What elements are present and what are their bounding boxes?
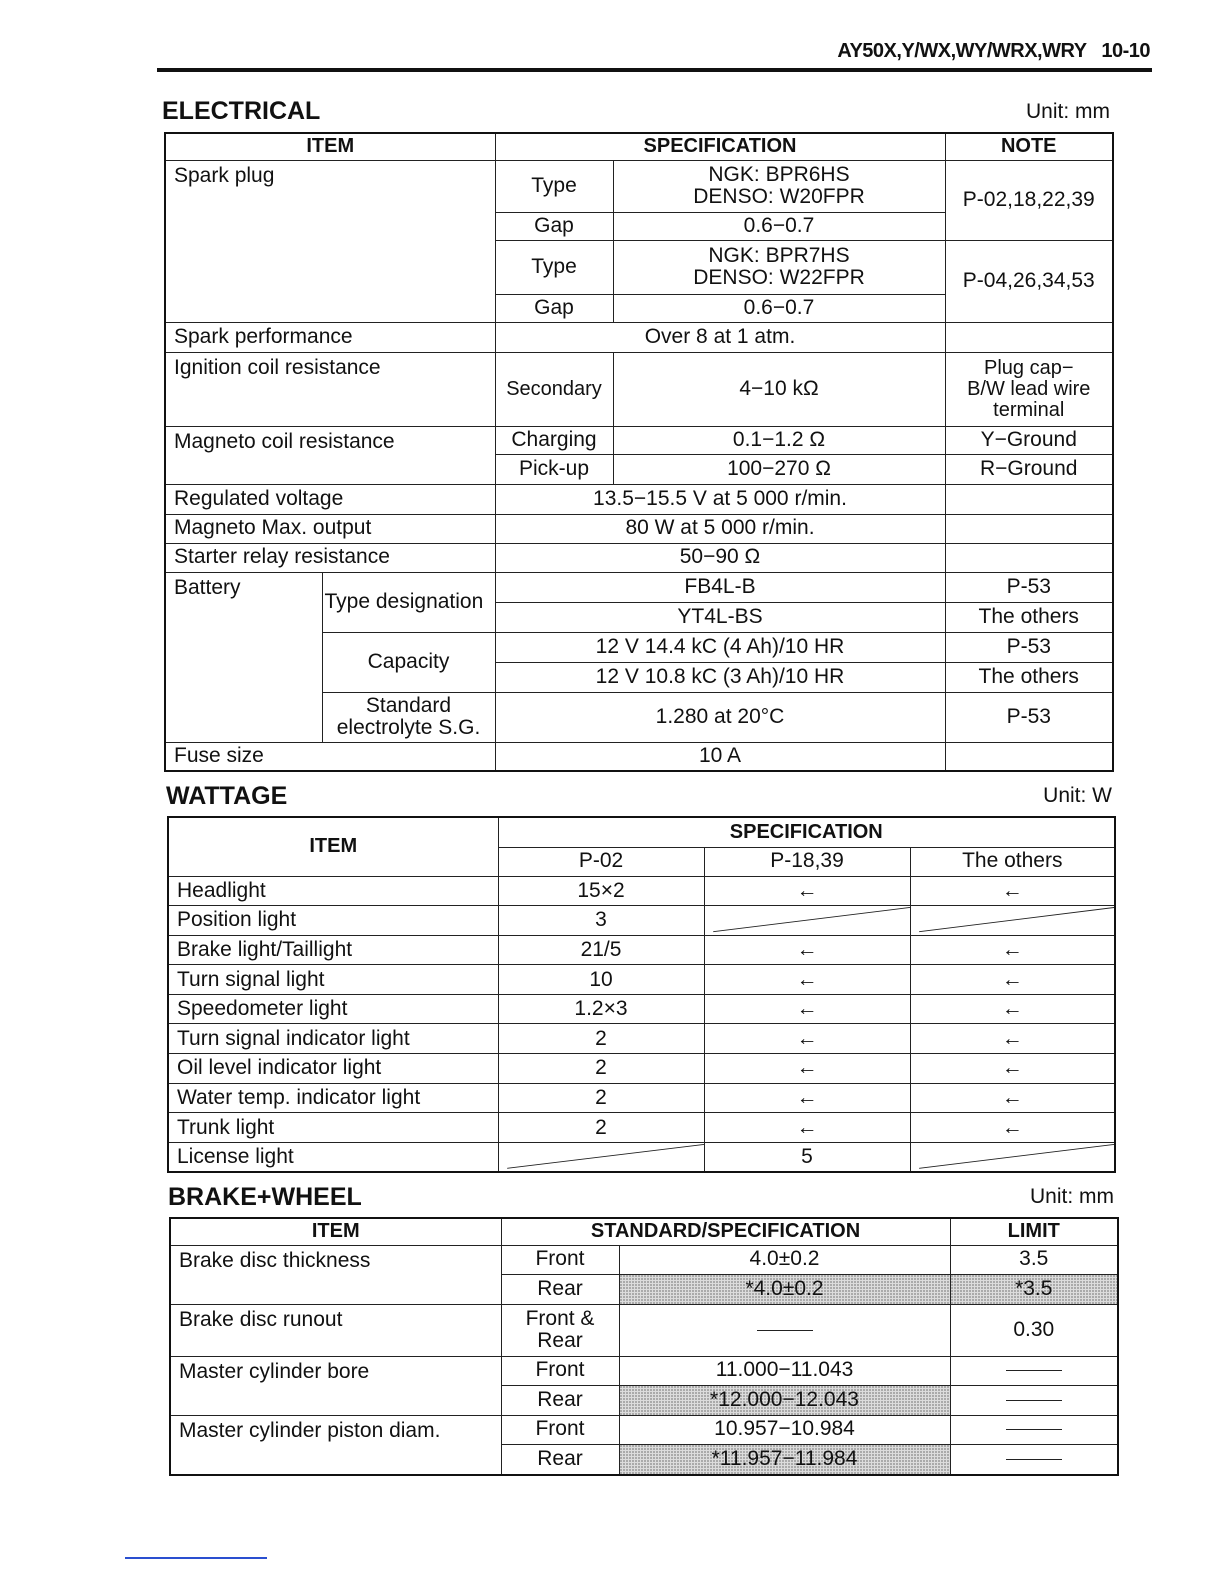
wattage-value: 2 bbox=[498, 1083, 704, 1113]
battery-capacity1-note: P-53 bbox=[945, 632, 1113, 662]
disc-thickness-rear-limit: *3.5 bbox=[950, 1274, 1118, 1304]
wattage-value: 1.2×3 bbox=[498, 994, 704, 1024]
brake-wheel-table bbox=[169, 1217, 1119, 1476]
spark-plug-type2-value: NGK: BPR7HS DENSO: W22FPR bbox=[613, 240, 945, 294]
magneto-pickup-note: R−Ground bbox=[945, 454, 1113, 484]
wattage-row bbox=[168, 1024, 1115, 1054]
wattage-item: Speedometer light bbox=[168, 994, 498, 1024]
wattage-value: ← bbox=[910, 935, 1115, 965]
master-bore-front-value: 11.000−11.043 bbox=[619, 1356, 950, 1385]
wattage-value: 2 bbox=[498, 1024, 704, 1054]
wattage-row bbox=[168, 994, 1115, 1024]
not-applicable-cell bbox=[704, 906, 910, 936]
wattage-table bbox=[167, 816, 1116, 1173]
wattage-header-spec: SPECIFICATION bbox=[498, 817, 1115, 847]
battery-type2: YT4L-BS bbox=[495, 602, 945, 632]
not-applicable-cell bbox=[498, 1142, 704, 1172]
ignition-coil-secondary: Secondary bbox=[495, 352, 613, 426]
magneto-coil-label: Magneto coil resistance bbox=[165, 426, 495, 484]
disc-runout-limit: 0.30 bbox=[950, 1304, 1118, 1356]
wattage-item: Turn signal indicator light bbox=[168, 1024, 498, 1054]
ignition-coil-label: Ignition coil resistance bbox=[165, 352, 495, 426]
disc-runout-sub: Front & Rear bbox=[501, 1304, 619, 1356]
diagonal-slash-icon bbox=[705, 906, 910, 935]
fuse-size-value: 10 A bbox=[495, 742, 945, 771]
magneto-max-label: Magneto Max. output bbox=[165, 514, 495, 543]
brake-wheel-title: BRAKE+WHEEL bbox=[168, 1183, 362, 1211]
electrical-table bbox=[164, 132, 1114, 772]
wattage-row bbox=[168, 965, 1115, 995]
magneto-charging-value: 0.1−1.2 Ω bbox=[613, 426, 945, 454]
wattage-header-p1839: P-18,39 bbox=[704, 847, 910, 876]
battery-label: Battery bbox=[165, 572, 322, 742]
wattage-value: 21/5 bbox=[498, 935, 704, 965]
battery-type1-note: P-53 bbox=[945, 572, 1113, 602]
empty-dash bbox=[1006, 1459, 1062, 1460]
wattage-value: ← bbox=[704, 1083, 910, 1113]
wattage-item: Trunk light bbox=[168, 1113, 498, 1143]
wattage-value: ← bbox=[910, 1054, 1115, 1084]
battery-type-designation: Type designation bbox=[322, 572, 495, 632]
starter-relay-label: Starter relay resistance bbox=[165, 543, 495, 572]
wattage-value: ← bbox=[704, 1113, 910, 1143]
disc-runout-label: Brake disc runout bbox=[170, 1304, 501, 1356]
disc-thickness-front-limit: 3.5 bbox=[950, 1245, 1118, 1274]
wattage-value: 15×2 bbox=[498, 876, 704, 906]
empty-dash bbox=[1006, 1400, 1062, 1401]
spark-plug-note1: P-02,18,22,39 bbox=[945, 160, 1113, 240]
empty-dash bbox=[757, 1330, 813, 1331]
wattage-value: ← bbox=[704, 1024, 910, 1054]
wattage-row bbox=[168, 1113, 1115, 1143]
brake-header-limit: LIMIT bbox=[950, 1218, 1118, 1245]
wattage-row bbox=[168, 1142, 1115, 1172]
wattage-value: 2 bbox=[498, 1113, 704, 1143]
brake-header-spec: STANDARD/SPECIFICATION bbox=[501, 1218, 950, 1245]
diagonal-slash-icon bbox=[911, 1143, 1115, 1171]
ignition-coil-value: 4−10 kΩ bbox=[613, 352, 945, 426]
wattage-header-p02: P-02 bbox=[498, 847, 704, 876]
wattage-unit: Unit: W bbox=[1043, 784, 1112, 807]
wattage-value: 10 bbox=[498, 965, 704, 995]
spark-performance-label: Spark performance bbox=[165, 322, 495, 352]
wattage-row bbox=[168, 935, 1115, 965]
master-piston-front-value: 10.957−10.984 bbox=[619, 1415, 950, 1444]
battery-capacity2: 12 V 10.8 kC (3 Ah)/10 HR bbox=[495, 662, 945, 692]
starter-relay-value: 50−90 Ω bbox=[495, 543, 945, 572]
spark-plug-type1-value: NGK: BPR6HS DENSO: W20FPR bbox=[613, 160, 945, 212]
brake-header-item: ITEM bbox=[170, 1218, 501, 1245]
electrical-header-spec: SPECIFICATION bbox=[495, 133, 945, 160]
battery-sg-label: Standard electrolyte S.G. bbox=[322, 692, 495, 742]
page-header bbox=[157, 40, 1152, 72]
wattage-value: ← bbox=[910, 994, 1115, 1024]
fuse-size-label: Fuse size bbox=[165, 742, 495, 771]
electrical-unit: Unit: mm bbox=[1026, 100, 1110, 123]
wattage-item: Turn signal light bbox=[168, 965, 498, 995]
not-applicable-cell bbox=[910, 1142, 1115, 1172]
battery-capacity-label: Capacity bbox=[322, 632, 495, 692]
spark-performance-value: Over 8 at 1 atm. bbox=[495, 322, 945, 352]
ignition-coil-note: Plug cap− B/W lead wire terminal bbox=[945, 352, 1113, 426]
magneto-pickup-label: Pick-up bbox=[495, 454, 613, 484]
magneto-pickup-value: 100−270 Ω bbox=[613, 454, 945, 484]
spark-plug-label: Spark plug bbox=[165, 160, 495, 322]
spark-plug-note2: P-04,26,34,53 bbox=[945, 240, 1113, 322]
wattage-item: License light bbox=[168, 1142, 498, 1172]
wattage-row bbox=[168, 876, 1115, 906]
model-page-number: AY50X,Y/WX,WY/WRX,WRY 10-10 bbox=[837, 40, 1150, 62]
disc-thickness-front-value: 4.0±0.2 bbox=[619, 1245, 950, 1274]
electrical-header-item: ITEM bbox=[165, 133, 495, 160]
wattage-item: Oil level indicator light bbox=[168, 1054, 498, 1084]
not-applicable-cell bbox=[910, 906, 1115, 936]
spark-plug-type1-label: Type bbox=[495, 160, 613, 212]
battery-sg-value: 1.280 at 20°C bbox=[495, 692, 945, 742]
wattage-title: WATTAGE bbox=[166, 782, 288, 810]
wattage-value: ← bbox=[910, 876, 1115, 906]
wattage-row bbox=[168, 906, 1115, 936]
wattage-value: ← bbox=[704, 965, 910, 995]
wattage-item: Position light bbox=[168, 906, 498, 936]
wattage-value: 3 bbox=[498, 906, 704, 936]
spark-plug-gap2-value: 0.6−0.7 bbox=[613, 294, 945, 322]
regulated-voltage-label: Regulated voltage bbox=[165, 484, 495, 514]
wattage-value: ← bbox=[910, 1024, 1115, 1054]
master-piston-rear-value: *11.957−11.984 bbox=[619, 1444, 950, 1475]
wattage-value: ← bbox=[704, 994, 910, 1024]
disc-thickness-rear: Rear bbox=[501, 1274, 619, 1304]
master-bore-rear: Rear bbox=[501, 1385, 619, 1415]
diagonal-slash-icon bbox=[911, 906, 1115, 935]
empty-dash bbox=[1006, 1370, 1062, 1371]
wattage-value: ← bbox=[910, 1113, 1115, 1143]
wattage-header-item: ITEM bbox=[168, 817, 498, 876]
master-piston-label: Master cylinder piston diam. bbox=[170, 1415, 501, 1475]
wattage-value: ← bbox=[704, 1054, 910, 1084]
wattage-value: 2 bbox=[498, 1054, 704, 1084]
electrical-header-note: NOTE bbox=[945, 133, 1113, 160]
brake-wheel-unit: Unit: mm bbox=[1030, 1185, 1114, 1208]
wattage-item: Brake light/Taillight bbox=[168, 935, 498, 965]
battery-capacity1: 12 V 14.4 kC (4 Ah)/10 HR bbox=[495, 632, 945, 662]
electrical-title: ELECTRICAL bbox=[162, 97, 321, 125]
wattage-value: ← bbox=[704, 876, 910, 906]
battery-type1: FB4L-B bbox=[495, 572, 945, 602]
master-bore-label: Master cylinder bore bbox=[170, 1356, 501, 1415]
magneto-max-value: 80 W at 5 000 r/min. bbox=[495, 514, 945, 543]
disc-thickness-rear-value: *4.0±0.2 bbox=[619, 1274, 950, 1304]
empty-dash bbox=[1006, 1429, 1062, 1430]
wattage-row bbox=[168, 1054, 1115, 1084]
spark-plug-gap2-label: Gap bbox=[495, 294, 613, 322]
spark-plug-type2-label: Type bbox=[495, 240, 613, 294]
wattage-item: Water temp. indicator light bbox=[168, 1083, 498, 1113]
wattage-value: ← bbox=[704, 935, 910, 965]
master-bore-front: Front bbox=[501, 1356, 619, 1385]
master-piston-front: Front bbox=[501, 1415, 619, 1444]
master-piston-front-limit bbox=[950, 1415, 1118, 1444]
master-bore-rear-limit bbox=[950, 1385, 1118, 1415]
footer-link-line bbox=[125, 1557, 267, 1559]
battery-type2-note: The others bbox=[945, 602, 1113, 632]
wattage-row bbox=[168, 1083, 1115, 1113]
disc-thickness-label: Brake disc thickness bbox=[170, 1245, 501, 1304]
magneto-charging-note: Y−Ground bbox=[945, 426, 1113, 454]
master-bore-front-limit bbox=[950, 1356, 1118, 1385]
master-bore-rear-value: *12.000−12.043 bbox=[619, 1385, 950, 1415]
regulated-voltage-value: 13.5−15.5 V at 5 000 r/min. bbox=[495, 484, 945, 514]
magneto-charging-label: Charging bbox=[495, 426, 613, 454]
wattage-value: 5 bbox=[704, 1142, 910, 1172]
wattage-item: Headlight bbox=[168, 876, 498, 906]
wattage-value: ← bbox=[910, 965, 1115, 995]
disc-thickness-front: Front bbox=[501, 1245, 619, 1274]
wattage-header-others: The others bbox=[910, 847, 1115, 876]
master-piston-rear-limit bbox=[950, 1444, 1118, 1475]
spark-plug-gap1-value: 0.6−0.7 bbox=[613, 212, 945, 240]
disc-runout-value bbox=[619, 1304, 950, 1356]
battery-sg-note: P-53 bbox=[945, 692, 1113, 742]
battery-capacity2-note: The others bbox=[945, 662, 1113, 692]
wattage-value: ← bbox=[910, 1083, 1115, 1113]
master-piston-rear: Rear bbox=[501, 1444, 619, 1475]
spark-plug-gap1-label: Gap bbox=[495, 212, 613, 240]
diagonal-slash-icon bbox=[499, 1143, 704, 1171]
